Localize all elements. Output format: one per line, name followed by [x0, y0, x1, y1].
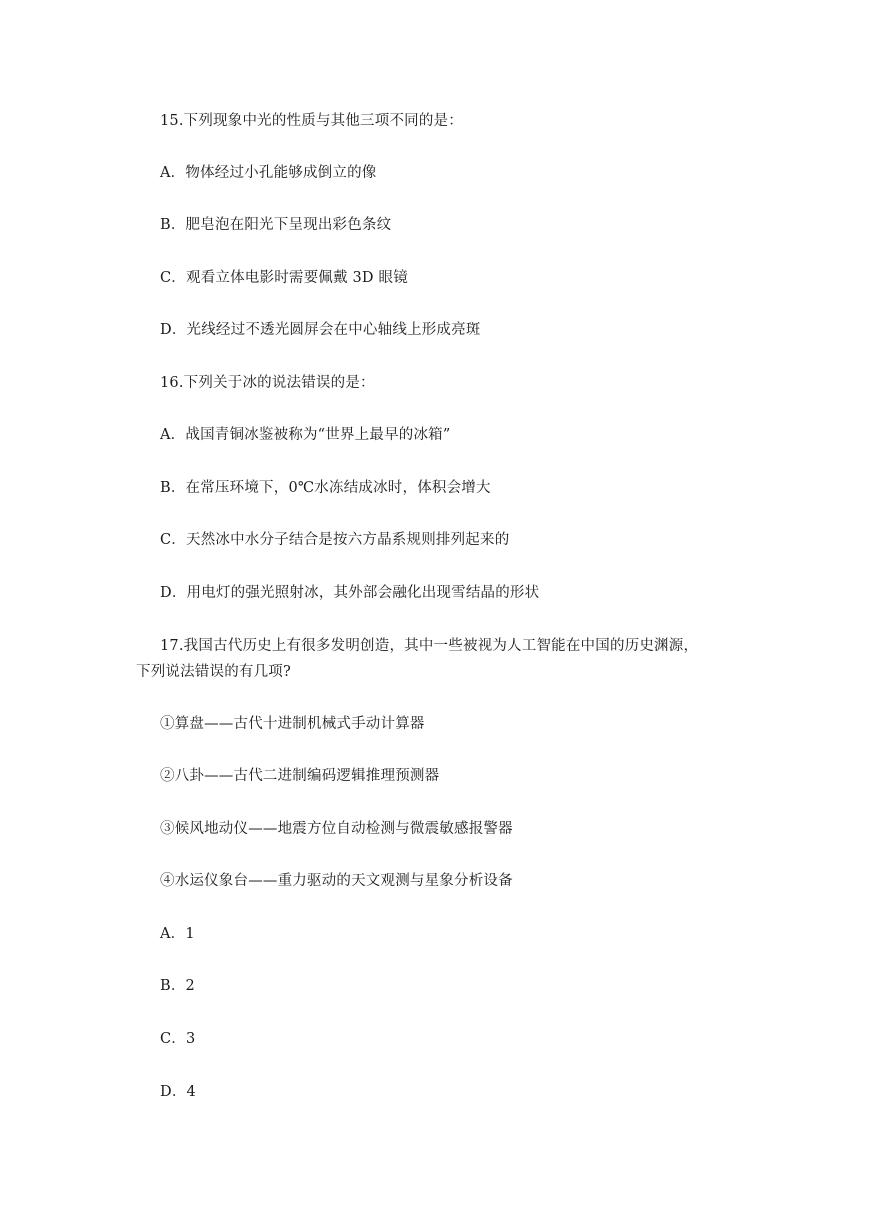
question-15-option-d: D．光线经过不透光圆屏会在中心轴线上形成亮斑: [160, 322, 481, 338]
question-17-option-b: B．2: [160, 978, 195, 994]
question-17-stem: 17.我国古代历史上有很多发明创造，其中一些被视为人工智能在中国的历史渊源，下列说法错误的有几项?: [136, 638, 699, 680]
question-16-option-c: C．天然冰中水分子结合是按六方晶系规则排列起来的: [160, 532, 510, 548]
question-17-item-3: ③候风地动仪——地震方位自动检测与微震敏感报警器: [160, 821, 513, 837]
question-15-stem: 15.下列现象中光的性质与其他三项不同的是：: [160, 113, 463, 129]
question-17-item-1: ①算盘——古代十进制机械式手动计算器: [160, 716, 425, 732]
question-17-option-d: D．4: [160, 1084, 196, 1100]
question-16-option-a: A．战国青铜冰鉴被称为“世界上最早的冰箱”: [160, 427, 451, 443]
question-15-option-a: A．物体经过小孔能够成倒立的像: [160, 165, 377, 181]
question-17-option-a: A．1: [160, 926, 195, 942]
question-16-option-b: B．在常压环境下，0℃水冻结成冰时，体积会增大: [160, 480, 491, 496]
question-17-item-2: ②八卦——古代二进制编码逻辑推理预测器: [160, 768, 440, 784]
question-16-stem: 16.下列关于冰的说法错误的是：: [160, 375, 375, 391]
question-16-option-d: D．用电灯的强光照射冰，其外部会融化出现雪结晶的形状: [160, 585, 540, 601]
question-17-option-c: C．3: [160, 1031, 196, 1047]
question-15-option-c: C．观看立体电影时需要佩戴 3D 眼镜: [160, 270, 408, 286]
question-17-item-4: ④水运仪象台——重力驱动的天文观测与星象分析设备: [160, 873, 513, 889]
question-15-option-b: B．肥皂泡在阳光下呈现出彩色条纹: [160, 217, 392, 233]
